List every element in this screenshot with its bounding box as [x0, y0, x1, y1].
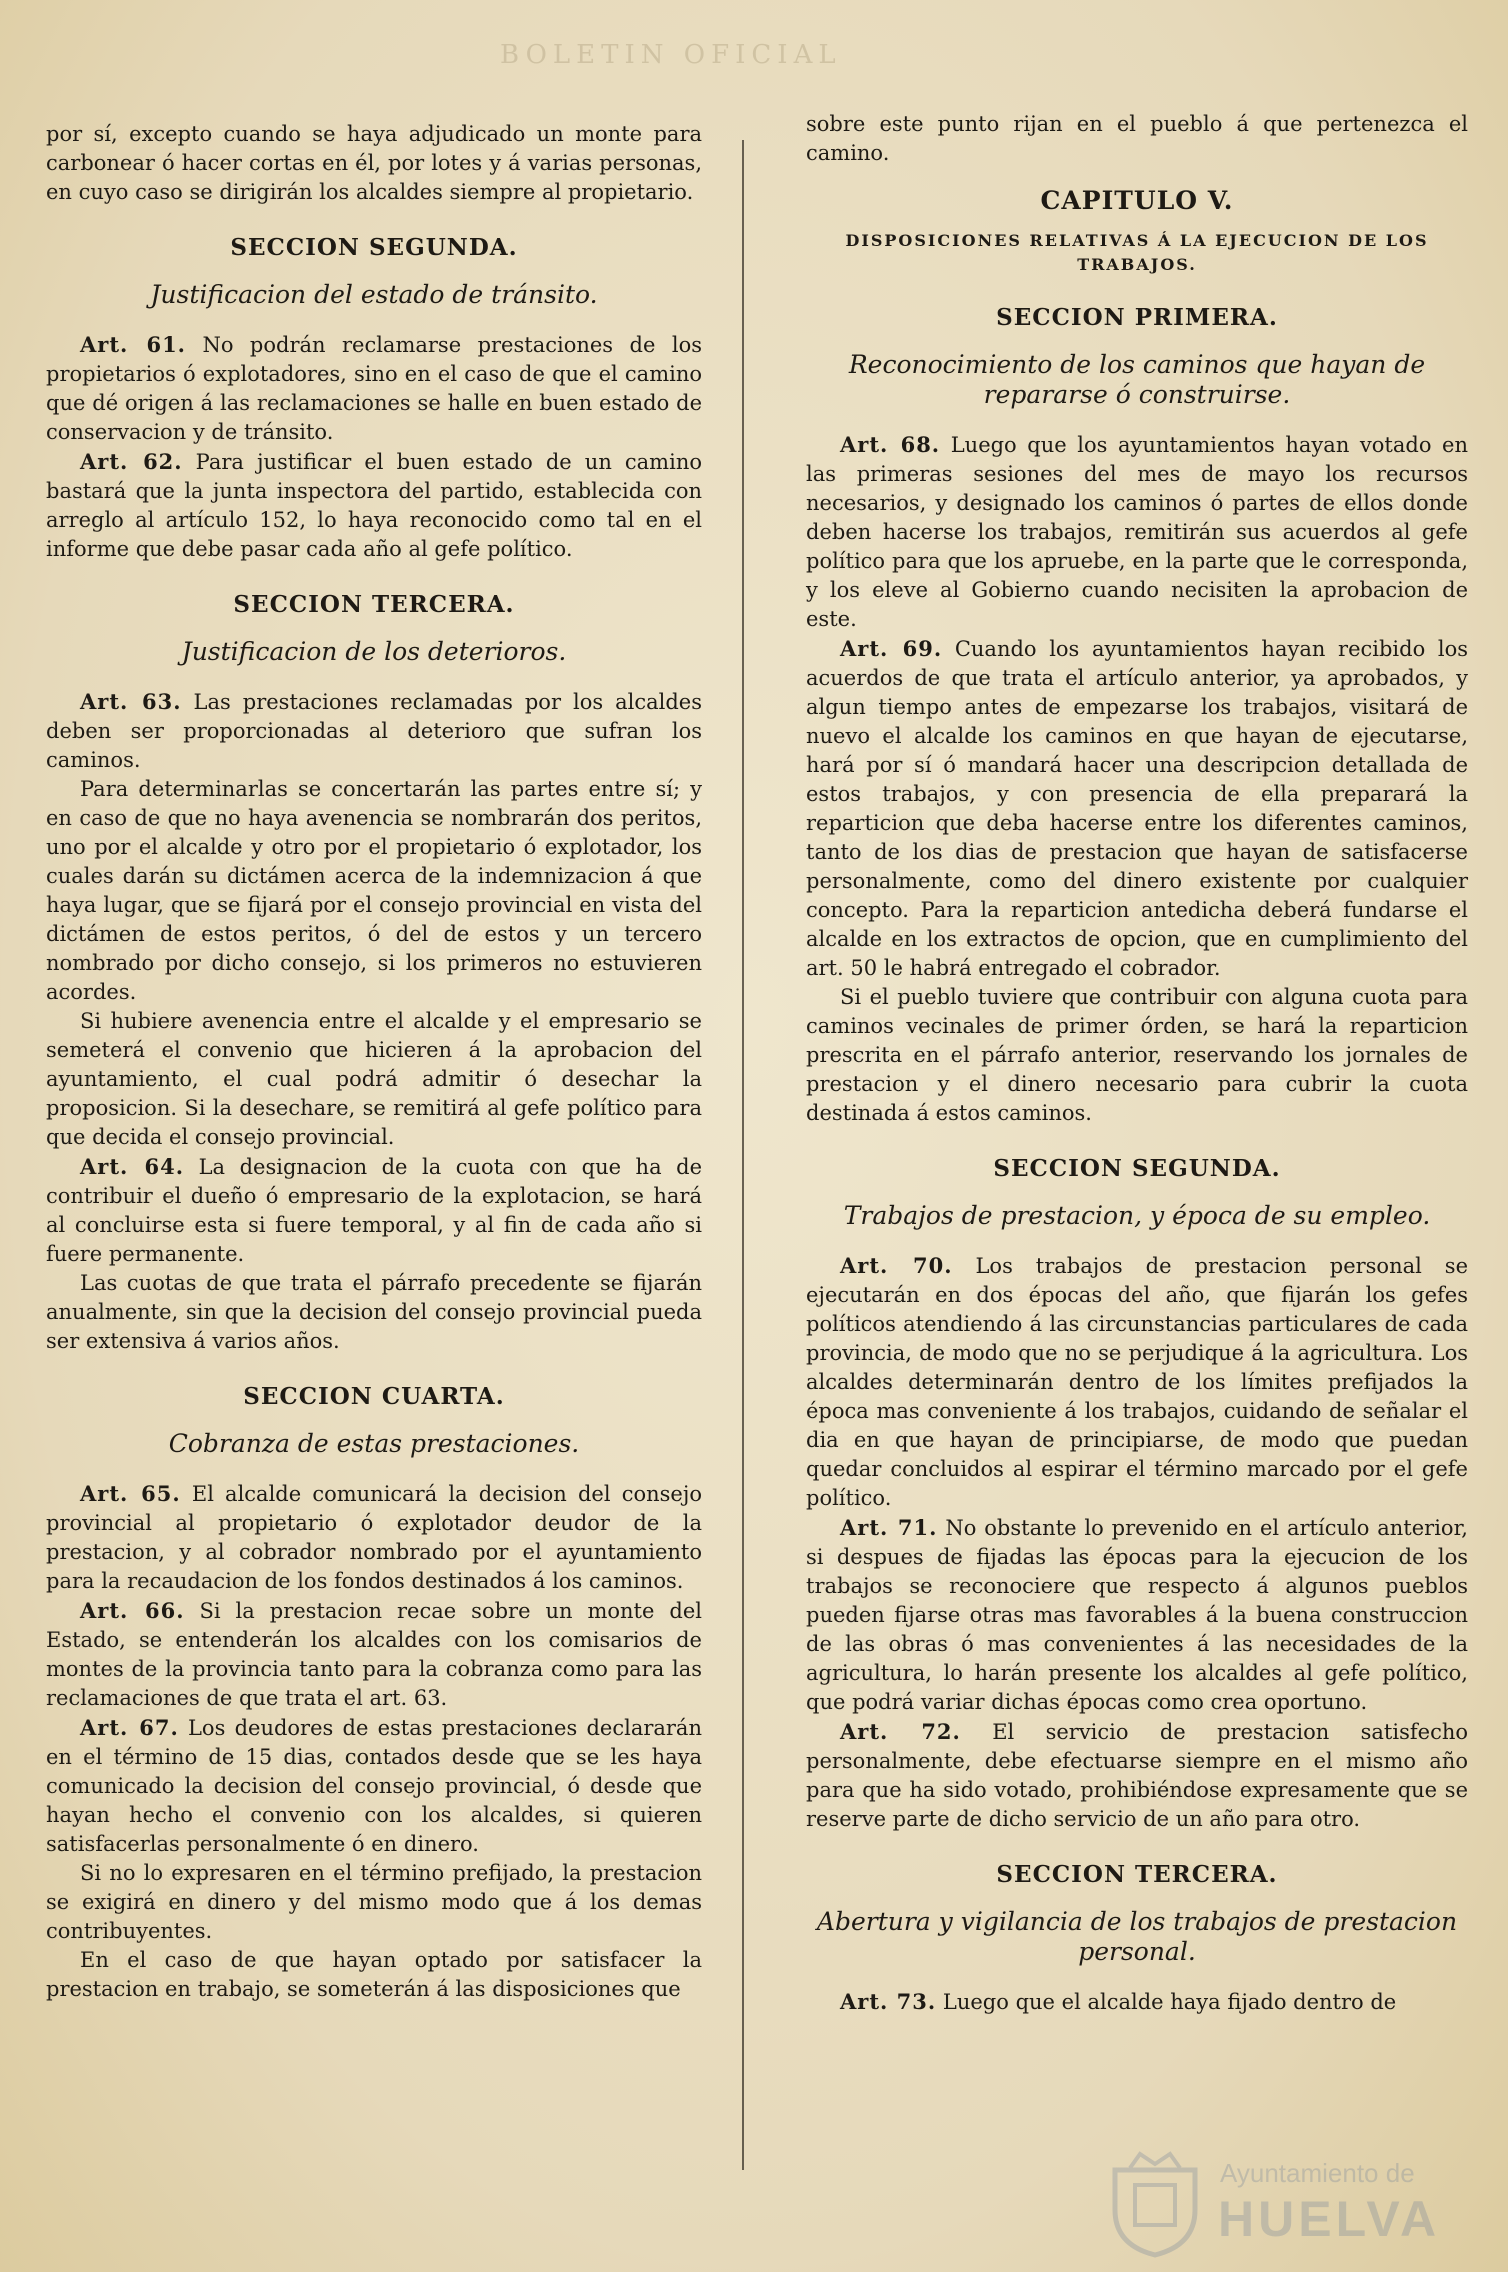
right-column — [806, 110, 1468, 2017]
article-text: El alcalde comunicará la decision del consejo provincial al propietario ó explotador deudor de la prestacion, y al cobrador nombrado por el ayuntamiento para la recaudacion de los fondos destinados á los caminos. — [46, 1482, 702, 1593]
section-heading: SECCION TERCERA. — [996, 1861, 1278, 1888]
watermark — [1100, 2150, 1480, 2260]
section-heading: SECCION SEGUNDA. — [993, 1155, 1281, 1182]
article-text: Los deudores de estas prestaciones declararán en el término de 15 dias, contados desde que se les haya comunicado la decision del consejo provincial, ó desde que hayan hecho el convenio con los alcaldes, si quieren satisfacerlas personalmente ó en dinero. — [46, 1716, 702, 1856]
article-68 — [806, 430, 1468, 634]
article-text: No obstante lo prevenido en el artículo anterior, si despues de fijadas las épocas para la ejecucion de los trabajos se reconociere que respecto á algunos pueblos pueden fijarse otras mas favorables á la buena construccion de las obras ó mas convenientes á las necesidades de la agricultura, lo harán presente los alcaldes al gefe político, que podrá variar dichas épocas como crea oportuno. — [806, 1516, 1468, 1714]
article-text: Si la prestacion recae sobre un monte del Estado, se entenderán los alcaldes con los comisarios de montes de la provincia tanto para la cobranza como para las reclamaciones de que trata el art. 63. — [46, 1599, 702, 1710]
article-67 — [46, 1713, 702, 1859]
article-64 — [46, 1152, 702, 1269]
article-label: Art. 61. — [80, 332, 186, 357]
article-label: Art. 67. — [80, 1715, 179, 1740]
article-label: Art. 68. — [840, 432, 941, 457]
paragraph: sobre este punto rijan en el pueblo á que pertenezca el camino. — [806, 112, 1468, 165]
chapter-subtitle: DISPOSICIONES RELATIVAS Á LA EJECUCION DE LOS TRABAJOS. — [845, 231, 1429, 274]
section-subtitle: Trabajos de prestacion, y época de su empleo. — [843, 1201, 1431, 1230]
article-text: Los trabajos de prestacion personal se ejecutarán en dos épocas del año, que fijarán los gefes políticos atendiendo á las circunstancias particulares de cada provincia, de modo que no se perjudique á la agricultura. Los alcaldes determinarán dentro de los límites prefijados la época mas conveniente á los trabajos, cuidando de señalar el dia en que hayan de principiarse, de modo que puedan quedar concluidos al espirar el término marcado por el gefe político. — [806, 1254, 1469, 1510]
paragraph: por sí, excepto cuando se haya adjudicado un monte para carbonear ó hacer cortas en él, por lotes y á varias personas, en cuyo caso se dirigirán los alcaldes siempre al propietario. — [46, 122, 702, 204]
section-heading: SECCION SEGUNDA. — [230, 234, 518, 261]
article-text: El servicio de prestacion satisfecho personalmente, debe efectuarse siempre en el mismo año para que ha sido votado, prohibiéndose expresamente que se reserve parte de dicho servicio de un año para otro. — [806, 1720, 1468, 1831]
article-label: Art. 63. — [80, 689, 182, 714]
article-61 — [46, 330, 702, 447]
section-heading: SECCION CUARTA. — [243, 1383, 505, 1410]
section-subtitle: Justificacion del estado de tránsito. — [150, 280, 598, 309]
article-label: Art. 73. — [840, 1989, 937, 2014]
section-subtitle: Abertura y vigilancia de los trabajos de prestacion personal. — [816, 1907, 1458, 1966]
article-text: Cuando los ayuntamientos hayan recibido los acuerdos de que trata el artículo anterior, ya aprobados, y algun tiempo antes de empezarse los trabajos, visitará de nuevo el alcalde los caminos en que hayan de ejecutarse, hará por sí ó mandará hacer una descripcion detallada de estos trabajos, y con presencia de ella preparará la reparticion que deba hacerse entre los diferentes caminos, tanto de los dias de prestacion que hayan de satisfacerse personalmente, como del dinero existente por cualquier concepto. Para la reparticion antedicha deberá fundarse el alcalde en los extractos de opcion, que en cumplimiento del art. 50 le habrá entregado el cobrador. — [806, 637, 1468, 980]
article-text: La designacion de la cuota con que ha de contribuir el dueño ó empresario de la explotacion, se hará al concluirse esta si fuere temporal, y al fin de cada año si fuere permanente. — [46, 1155, 702, 1266]
article-text: Para justificar el buen estado de un camino bastará que la junta inspectora del partido, establecida con arreglo al artículo 152, lo haya reconocido como tal en el informe que debe pasar cada año al gefe político. — [46, 450, 702, 561]
article-text: Luego que el alcalde haya fijado dentro de — [942, 1990, 1397, 2014]
article-66 — [46, 1596, 702, 1713]
left-column — [46, 120, 702, 2004]
section-heading: SECCION PRIMERA. — [996, 304, 1278, 331]
paragraph: Si el pueblo tuviere que contribuir con alguna cuota para caminos vecinales de primer órden, se hará la reparticion prescrita en el párrafo anterior, reservando los jornales de prestacion y el dinero necesario para cubrir la cuota destinada á estos caminos. — [806, 985, 1468, 1125]
article-text: Luego que los ayuntamientos hayan votado en las primeras sesiones del mes de mayo los recursos necesarios, y designado los caminos ó partes de ellos donde deben hacerse los trabajos, remitirán sus acuerdos al gefe político para que los apruebe, en la parte que le corresponda, y los eleve al Gobierno cuando necisiten la aprobacion de este. — [806, 433, 1469, 631]
article-70 — [806, 1251, 1468, 1513]
section-subtitle: Cobranza de estas prestaciones. — [168, 1429, 580, 1458]
watermark-line2: HUELVA — [1218, 2191, 1441, 2247]
chapter-heading: CAPITULO V. — [1040, 186, 1234, 215]
article-text: No podrán reclamarse prestaciones de los propietarios ó explotadores, sino en el caso de que el camino que dé origen á las reclamaciones se halle en buen estado de conservacion y de tránsito. — [46, 333, 702, 444]
article-label: Art. 71. — [840, 1515, 938, 1540]
article-label: Art. 69. — [840, 636, 943, 661]
paragraph: Para determinarlas se concertarán las partes entre sí; y en caso de que no haya avenencia se nombrarán dos peritos, uno por el alcalde y otro por el propietario ó explotador, los cuales darán su dictámen acerca de la indemnizacion á que haya lugar, que se fijará por el consejo provincial en vista del dictámen de estos peritos, ó del de estos y un tercero nombrado por dicho consejo, si los primeros no estuvieren acordes. — [46, 777, 702, 1004]
article-69 — [806, 634, 1468, 983]
section-heading: SECCION TERCERA. — [233, 591, 515, 618]
paragraph: Las cuotas de que trata el párrafo precedente se fijarán anualmente, sin que la decision del consejo provincial pueda ser extensiva á varios años. — [46, 1271, 702, 1353]
article-label: Art. 65. — [80, 1481, 181, 1506]
article-62 — [46, 447, 702, 564]
article-65 — [46, 1479, 702, 1596]
paragraph: Si no lo expresaren en el término prefijado, la prestacion se exigirá en dinero y del mismo modo que á los demas contribuyentes. — [46, 1861, 702, 1943]
article-73 — [806, 1987, 1468, 2017]
article-label: Art. 62. — [80, 449, 183, 474]
article-label: Art. 66. — [80, 1598, 185, 1623]
article-text: Las prestaciones reclamadas por los alcaldes deben ser proporcionadas al deterioro que sufran los caminos. — [46, 690, 702, 772]
article-label: Art. 72. — [840, 1719, 961, 1744]
column-divider — [742, 140, 744, 2170]
article-label: Art. 70. — [840, 1253, 953, 1278]
watermark-line1: Ayuntamiento de — [1220, 2158, 1415, 2188]
article-71 — [806, 1513, 1468, 1717]
article-72 — [806, 1717, 1468, 1834]
section-subtitle: Reconocimiento de los caminos que hayan de repararse ó construirse. — [848, 350, 1426, 409]
paragraph: Si hubiere avenencia entre el alcalde y el empresario se semeterá el convenio que hicieren á la aprobacion del ayuntamiento, el cual podrá admitir ó desechar la proposicion. Si la desechare, se remitirá al gefe político para que decida el consejo provincial. — [46, 1009, 702, 1149]
article-63 — [46, 687, 702, 775]
huelva-crest-icon — [1100, 2150, 1210, 2260]
paragraph: En el caso de que hayan optado por satisfacer la prestacion en trabajo, se someterán á las disposiciones que — [46, 1948, 702, 2001]
running-head: BOLETIN OFICIAL — [500, 40, 842, 70]
article-label: Art. 64. — [80, 1154, 185, 1179]
section-subtitle: Justificacion de los deterioros. — [181, 637, 567, 666]
